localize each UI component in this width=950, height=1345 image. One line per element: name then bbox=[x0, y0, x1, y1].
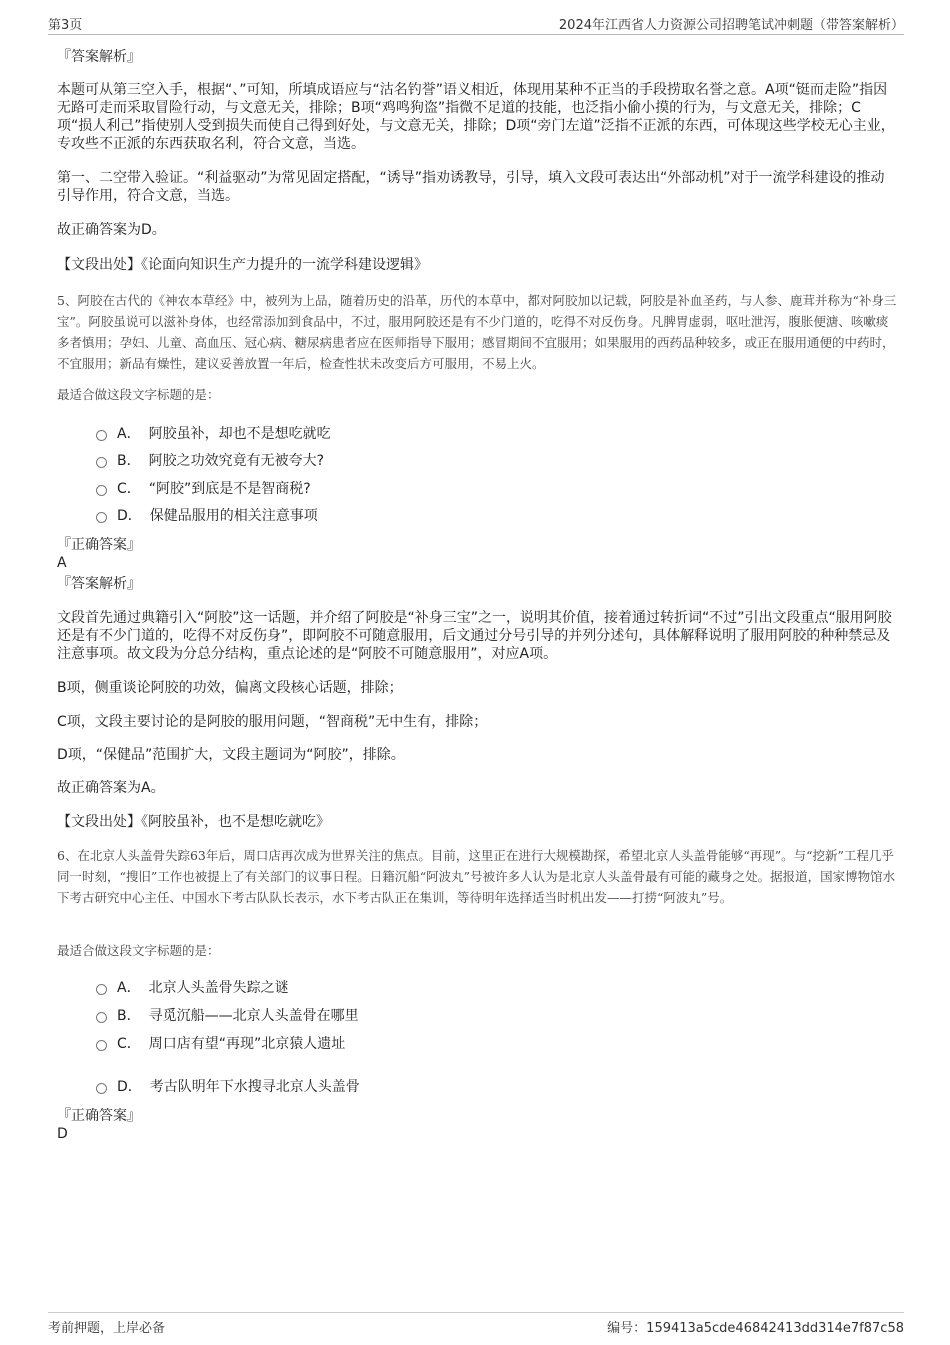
radio-button[interactable] bbox=[96, 485, 107, 496]
option-text: “阿胶”到底是不是智商税? bbox=[148, 481, 311, 497]
radio-button[interactable] bbox=[96, 984, 107, 995]
option-text: 寻觅沉船——北京人头盖骨在哪里 bbox=[148, 1008, 359, 1024]
correct-answer-label: 『正确答案』 bbox=[57, 537, 141, 553]
analysis-paragraph: C项，文段主要讨论的是阿胶的服用问题，“智商税”无中生有，排除； bbox=[57, 714, 488, 730]
analysis-paragraph: 第一、二空带入验证。“利益驱动”为常见固定搭配，“诱导”指劝诱教导，引导，填入文段可表达出“外部动机”对于一流学科建设的推动引导作用，符合文意，当选。 bbox=[57, 170, 885, 204]
option-a[interactable] bbox=[96, 977, 289, 997]
page-number: 第3页 bbox=[48, 18, 83, 33]
option-key: C． bbox=[117, 481, 141, 497]
source-citation: 【文段出处】《论面向知识生产力提升的一流学科建设逻辑》 bbox=[57, 257, 428, 273]
radio-button[interactable] bbox=[96, 1012, 107, 1023]
analysis-paragraph: D项，“保健品”范围扩大，文段主题词为“阿胶”，排除。 bbox=[57, 747, 405, 763]
question-prompt: 最适合做这段文字标题的是： bbox=[57, 943, 220, 958]
radio-button[interactable] bbox=[96, 430, 107, 441]
correct-answer-label: 『正确答案』 bbox=[57, 1108, 141, 1124]
question-stem: 6、在北京人头盖骨失踪63年后，周口店再次成为世界关注的焦点。目前，这里正在进行大规模勘探，希望北京人头盖骨能够“再现”。与“挖新”工程几乎同一时刻，“搜旧”工作也被提上了有关部门的议事日程。日籍沉船“阿波丸”号被许多人认为是北京人头盖骨最有可能的藏身之处。据报道，国家博物馆水下考古研究中心主任、中国水下考古队队长表示，水下考古队正在集训，等待明年选择适当时机出发——打捞“阿波丸”号。 bbox=[57, 848, 896, 905]
option-b[interactable] bbox=[96, 450, 324, 470]
radio-button[interactable] bbox=[96, 1083, 107, 1094]
question-stem: 5、阿胶在古代的《神农本草经》中，被列为上品，随着历史的沿革，历代的本草中，都对阿胶加以记载，阿胶是补血圣药，与人参、鹿茸并称为“补身三宝”。阿胶虽说可以滋补身体，也经常添加到食品中，不过，服用阿胶还是有不少门道的，吃得不对反伤身。凡脾胃虚弱，呕吐泄泻，腹胀便溏、咳嗽痰多者慎用；孕妇、儿童、高血压、冠心病、糖尿病患者应在医师指导下服用；感冒期间不宜服用；如果服用的西药品种较多，或正在服用通便的中药时，不宜服用；新品有燥性，建议妥善放置一年后，检查性状未改变后方可服用，不易上火。 bbox=[57, 293, 897, 371]
option-c[interactable] bbox=[96, 478, 311, 498]
option-text: 保健品服用的相关注意事项 bbox=[149, 508, 318, 524]
option-b[interactable] bbox=[96, 1005, 359, 1025]
option-key: A． bbox=[117, 980, 141, 996]
answer-conclusion: 故正确答案为D。 bbox=[57, 222, 166, 238]
analysis-paragraph: B项，侧重谈论阿胶的功效，偏离文段核心话题，排除； bbox=[57, 680, 403, 696]
option-text: 阿胶之功效究竟有无被夸大? bbox=[148, 453, 325, 469]
radio-button[interactable] bbox=[96, 457, 107, 468]
option-c[interactable] bbox=[96, 1033, 345, 1053]
option-d[interactable] bbox=[96, 1076, 360, 1096]
option-key: B． bbox=[117, 1008, 141, 1024]
page-header bbox=[48, 12, 904, 35]
analysis-paragraph: 文段首先通过典籍引入“阿胶”这一话题，并介绍了阿胶是“补身三宝”之一，说明其价值，接着通过转折词“不过”引出文段重点“服用阿胶还是有不少门道的，吃得不对反伤身”，即阿胶不可随意服用，后文通过分号引导的并列分述句，具体解释说明了服用阿胶的种种禁忌及注意事项。故文段为分总分结构，重点论述的是“阿胶不可随意服用”，对应A项。 bbox=[57, 610, 892, 662]
radio-button[interactable] bbox=[96, 1040, 107, 1051]
option-a[interactable] bbox=[96, 423, 331, 443]
source-citation: 【文段出处】《阿胶虽补，也不是想吃就吃》 bbox=[57, 814, 330, 830]
document-title: 2024年江西省人力资源公司招聘笔试冲刺题（带答案解析） bbox=[558, 18, 904, 33]
analysis-label: 『答案解析』 bbox=[57, 49, 141, 65]
answer-conclusion: 故正确答案为A。 bbox=[57, 780, 165, 796]
question-prompt: 最适合做这段文字标题的是： bbox=[57, 387, 220, 402]
analysis-paragraph: 本题可从第三空入手，根据“、”可知，所填成语应与“沽名钓誉”语义相近，体现用某种不正当的手段捞取名誉之意。A项“铤而走险”指因无路可走而采取冒险行动，与文意无关，排除；B项“鸡鸣狗盗”指微不足道的技能，也泛指小偷小摸的行为，与文意无关，排除；C项“损人利己”指使别人受到损失而使自己得到好处，与文意无关，排除；D项“旁门左道”泛指不正派的东西，可体现这些学校无心主业，专攻些不正派的东西获取名利，符合文意，当选。 bbox=[57, 82, 895, 152]
option-key: B． bbox=[117, 453, 141, 469]
footer-slogan: 考前押题，上岸必备 bbox=[48, 1321, 166, 1336]
option-d[interactable] bbox=[96, 505, 318, 525]
document-id: 编号：159413a5cde46842413dd314e7f87c58 bbox=[607, 1321, 904, 1336]
analysis-label: 『答案解析』 bbox=[57, 576, 141, 592]
page-footer bbox=[48, 1312, 904, 1336]
option-text: 周口店有望“再现”北京猿人遗址 bbox=[148, 1036, 346, 1052]
option-text: 考古队明年下水搜寻北京人头盖骨 bbox=[149, 1079, 360, 1095]
option-key: D． bbox=[117, 1079, 142, 1095]
correct-answer: A bbox=[57, 555, 67, 571]
option-key: D． bbox=[117, 508, 142, 524]
radio-button[interactable] bbox=[96, 512, 107, 523]
correct-answer: D bbox=[57, 1126, 68, 1142]
option-text: 阿胶虽补，却也不是想吃就吃 bbox=[148, 426, 331, 442]
option-text: 北京人头盖骨失踪之谜 bbox=[148, 980, 289, 996]
option-key: C． bbox=[117, 1036, 141, 1052]
option-key: A． bbox=[117, 426, 141, 442]
